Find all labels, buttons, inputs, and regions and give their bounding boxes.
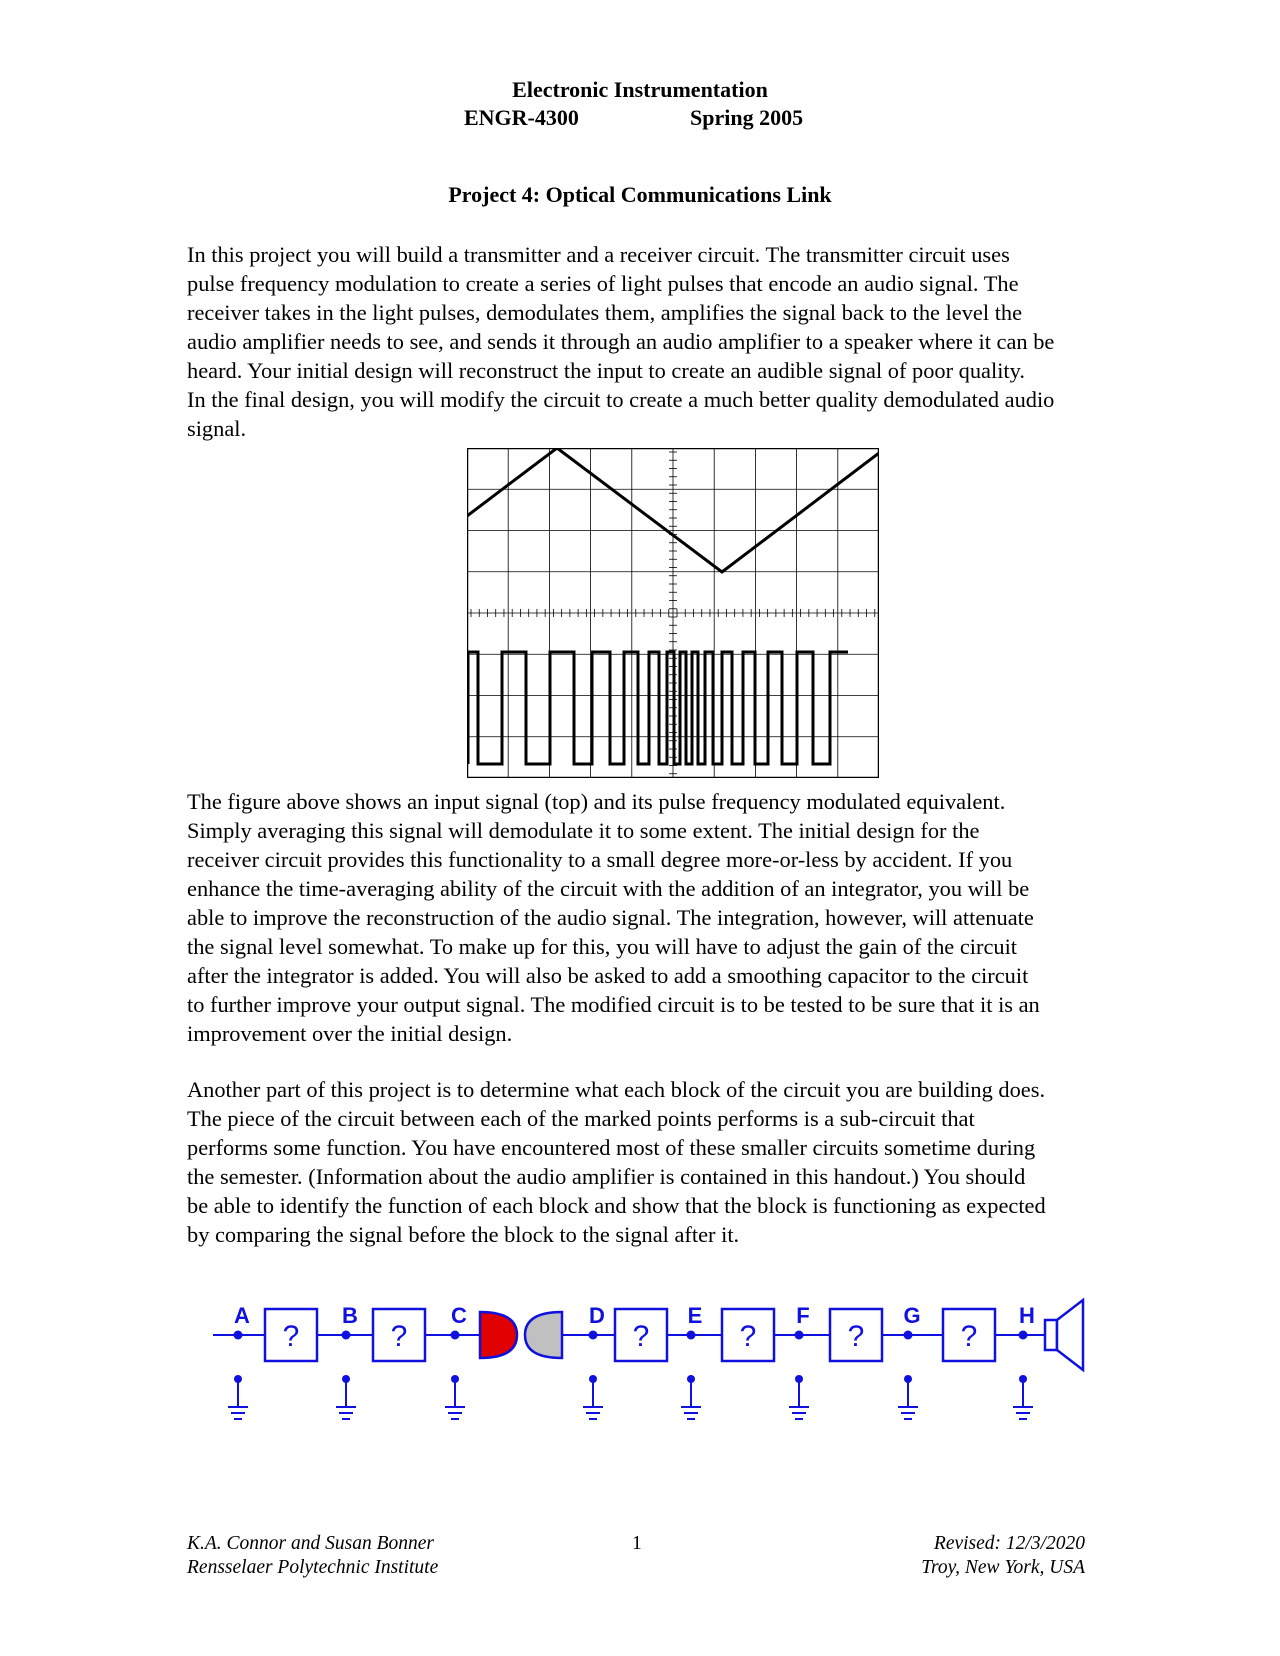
test-point-label: B — [342, 1303, 358, 1328]
test-point-label: C — [451, 1303, 467, 1328]
test-point-dot — [904, 1331, 913, 1340]
text-line: In this project you will build a transmitter and a receiver circuit. The transmitter circuit uses — [187, 242, 1010, 267]
speaker-cone — [1057, 1300, 1083, 1370]
intro-paragraph — [187, 240, 1187, 443]
footer-authors: K.A. Connor and Susan Bonner — [187, 1533, 435, 1554]
test-point-label: G — [903, 1303, 921, 1328]
text-line: the semester. (Information about the audio amplifier is contained in this handout.) You should — [187, 1164, 1026, 1189]
text-line: signal. — [187, 416, 247, 441]
test-point-dot — [342, 1331, 351, 1340]
test-point-dot — [451, 1331, 460, 1340]
text-line: receiver circuit provides this functionality to a small degree more-or-less by accident. If you — [187, 847, 1013, 872]
test-point-dot — [589, 1331, 598, 1340]
document-title: Electronic Instrumentation — [512, 77, 768, 102]
footer-institution: Rensselaer Polytechnic Institute — [187, 1557, 439, 1578]
text-line: receiver takes in the light pulses, demodulates them, amplifies the signal back to the level the — [187, 300, 1023, 325]
text-line: be able to identify the function of each block and show that the block is functioning as expected — [187, 1193, 1046, 1218]
text-line: Simply averaging this signal will demodulate it to some extent. The initial design for the — [187, 818, 980, 843]
text-line: audio amplifier needs to see, and sends it through an audio amplifier to a speaker where it can be — [187, 329, 1055, 354]
footer-left — [187, 1532, 438, 1580]
test-point-dot — [234, 1331, 243, 1340]
text-line: The piece of the circuit between each of the marked points performs is a sub-circuit that — [187, 1106, 975, 1131]
footer-revised: Revised: 12/3/2020 — [933, 1533, 1085, 1554]
transmitter-led — [480, 1312, 517, 1358]
text-line: pulse frequency modulation to create a series of light pulses that encode an audio signal. The — [187, 271, 1019, 296]
text-line: after the integrator is added. You will also be asked to add a smoothing capacitor to the circuit — [187, 963, 1029, 988]
text-line: In the final design, you will modify the circuit to create a much better quality demodulated audio — [187, 387, 1055, 412]
test-point-label: H — [1019, 1303, 1035, 1328]
block-analysis-paragraph — [187, 1075, 1187, 1249]
project-title: Project 4: Optical Communications Link — [448, 182, 832, 207]
text-line: performs some function. You have encountered most of these smaller circuits sometime during — [187, 1135, 1036, 1160]
pfm-signal-trace — [468, 652, 848, 764]
text-line: The figure above shows an input signal (top) and its pulse frequency modulated equivalent. — [187, 789, 1006, 814]
text-line: heard. Your initial design will reconstruct the input to create an audible signal of poor quality. — [187, 358, 1025, 383]
text-line: able to improve the reconstruction of the audio signal. The integration, however, will attenuate — [187, 905, 1034, 930]
figure-description-paragraph — [187, 787, 1187, 1048]
receiver-photodetector — [525, 1312, 562, 1358]
footer-right — [880, 1532, 1085, 1580]
block-question-mark: ? — [632, 1320, 650, 1353]
footer-location: Troy, New York, USA — [921, 1557, 1085, 1578]
text-line: improvement over the initial design. — [187, 1021, 513, 1046]
block-question-mark: ? — [739, 1320, 757, 1353]
test-point-dot — [687, 1331, 696, 1340]
course-term: Spring 2005 — [690, 105, 804, 130]
text-line: by comparing the signal before the block to the signal after it. — [187, 1222, 740, 1247]
test-point-label: A — [234, 1303, 250, 1328]
test-point-dot — [795, 1331, 804, 1340]
text-line: Another part of this project is to determine what each block of the circuit you are building does. — [187, 1077, 1046, 1102]
test-point-label: F — [796, 1303, 810, 1328]
oscilloscope-figure — [467, 448, 879, 778]
page-number: 1 — [632, 1533, 642, 1554]
block-question-mark: ? — [847, 1320, 865, 1353]
block-question-mark: ? — [390, 1320, 408, 1353]
test-point-label: D — [589, 1303, 605, 1328]
course-number: ENGR-4300 — [464, 105, 579, 130]
speaker-coil — [1045, 1320, 1057, 1350]
test-point-dot — [1019, 1331, 1028, 1340]
block-question-mark: ? — [282, 1320, 300, 1353]
text-line: to further improve your output signal. The modified circuit is to be tested to be sure that it is an — [187, 992, 1040, 1017]
test-point-label: E — [687, 1303, 703, 1328]
block-question-mark: ? — [960, 1320, 978, 1353]
text-line: the signal level somewhat. To make up for this, you will have to adjust the gain of the circuit — [187, 934, 1018, 959]
circuit-block-diagram — [205, 1290, 1105, 1430]
text-line: enhance the time-averaging ability of the circuit with the addition of an integrator, you will be — [187, 876, 1030, 901]
